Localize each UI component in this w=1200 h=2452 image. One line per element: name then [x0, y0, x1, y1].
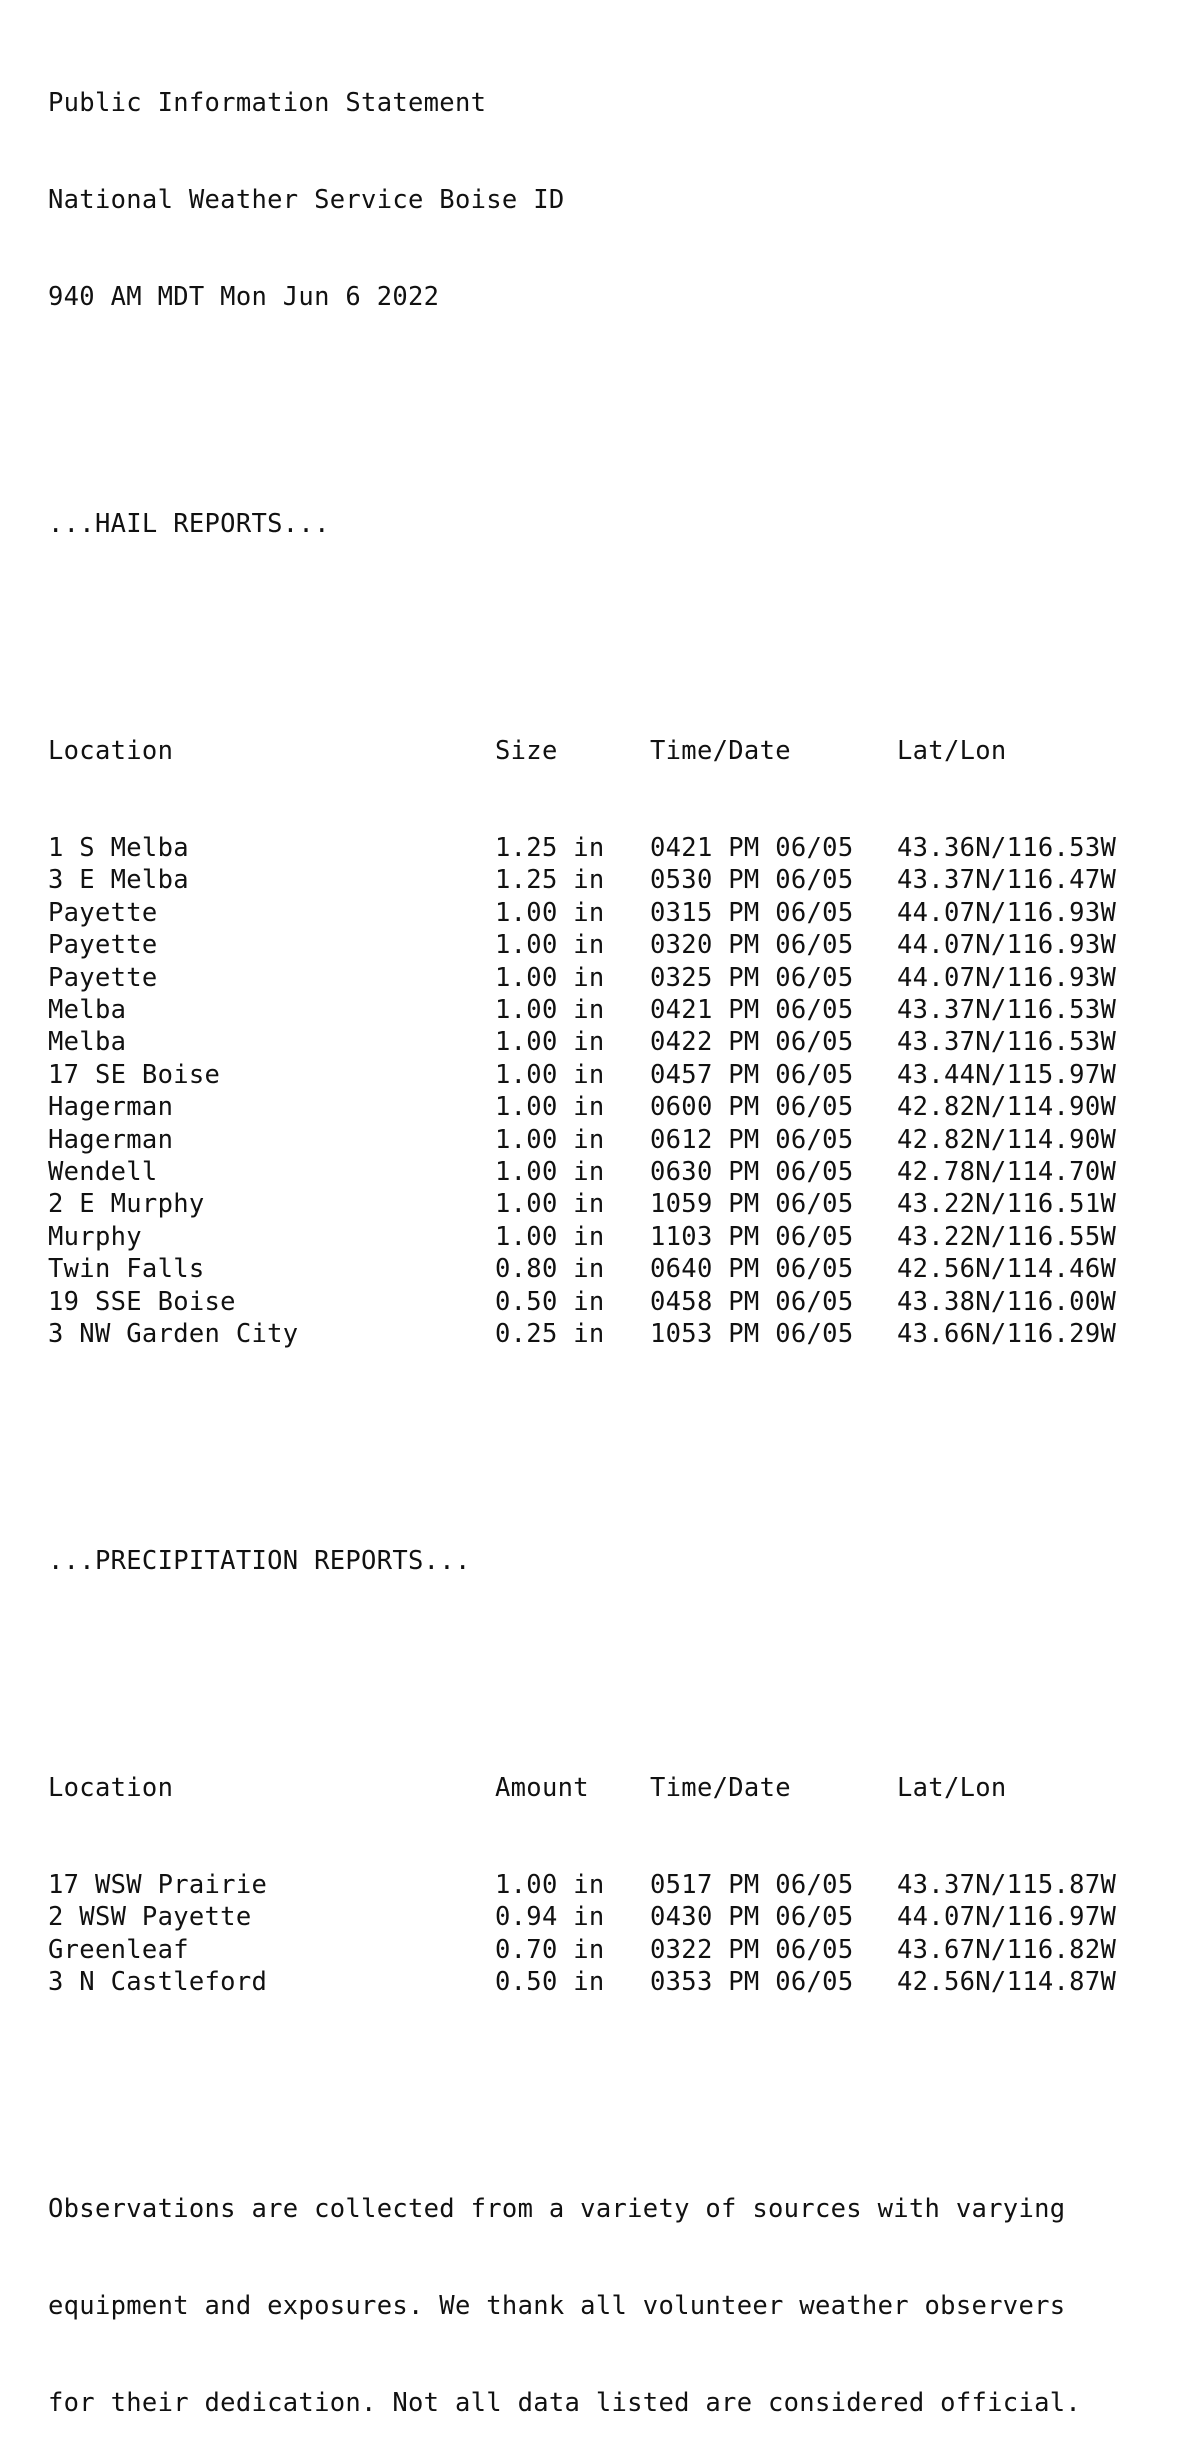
table-row [48, 1026, 1137, 1058]
cell-location: 17 WSW Prairie [48, 1869, 268, 1900]
cell-lat-lon: 42.78N/114.70W [897, 1156, 1117, 1187]
issuing-office: National Weather Service Boise ID [48, 185, 565, 216]
table-row [48, 1124, 1137, 1156]
cell-location: Twin Falls [48, 1254, 205, 1285]
footer-note-line: for their dedication. Not all data listed are considered official. [48, 2388, 1082, 2419]
cell-amount: 1.00 in [495, 995, 605, 1025]
table-row [48, 1221, 1137, 1253]
cell-amount: 1.25 in [495, 833, 605, 864]
cell-time-date: 0640 PM 06/05 [650, 1254, 854, 1285]
table-row [48, 1318, 1137, 1350]
cell-amount: 1.00 in [495, 1156, 605, 1187]
cell-amount: 1.00 in [495, 1189, 605, 1220]
cell-time-date: 1053 PM 06/05 [650, 1318, 854, 1349]
table-row [48, 1253, 1137, 1285]
cell-location: 3 NW Garden City [48, 1318, 299, 1349]
column-header-time-date: Time/Date [650, 1772, 791, 1803]
table-row [48, 962, 1137, 994]
cell-lat-lon: 44.07N/116.97W [897, 1902, 1117, 1933]
statement-document [48, 22, 1137, 2452]
hail-section-title: ...HAIL REPORTS... [48, 509, 330, 540]
cell-location: 3 N Castleford [48, 1966, 268, 1997]
cell-time-date: 0458 PM 06/05 [650, 1286, 854, 1317]
cell-time-date: 0517 PM 06/05 [650, 1869, 854, 1900]
cell-location: Hagerman [48, 1124, 174, 1155]
cell-amount: 0.25 in [495, 1318, 605, 1349]
spacer [48, 378, 1137, 410]
cell-lat-lon: 42.82N/114.90W [897, 1092, 1117, 1123]
cell-lat-lon: 43.36N/116.53W [897, 833, 1117, 864]
column-header-size: Size [495, 735, 558, 766]
table-row [48, 832, 1137, 864]
cell-lat-lon: 43.44N/115.97W [897, 1059, 1117, 1090]
footer-note-line: Observations are collected from a variety of sources with varying [48, 2193, 1066, 2224]
cell-amount: 0.50 in [495, 1286, 605, 1317]
cell-amount: 1.00 in [495, 1869, 605, 1900]
cell-time-date: 0421 PM 06/05 [650, 833, 854, 864]
cell-lat-lon: 43.67N/116.82W [897, 1934, 1117, 1965]
table-row [48, 897, 1137, 929]
cell-amount: 1.00 in [495, 1124, 605, 1155]
cell-location: Hagerman [48, 1092, 174, 1123]
cell-time-date: 0630 PM 06/05 [650, 1156, 854, 1187]
table-row [48, 1091, 1137, 1123]
cell-time-date: 0457 PM 06/05 [650, 1059, 854, 1090]
cell-location: Melba [48, 995, 127, 1025]
cell-location: Murphy [48, 1221, 142, 1252]
cell-amount: 1.00 in [495, 1027, 605, 1058]
table-row [48, 994, 1137, 1026]
table-row [48, 1901, 1137, 1933]
hail-table-header [48, 735, 1137, 767]
cell-lat-lon: 43.37N/116.53W [897, 995, 1117, 1025]
cell-location: 3 E Melba [48, 865, 189, 896]
cell-location: Payette [48, 930, 158, 961]
cell-time-date: 0322 PM 06/05 [650, 1934, 854, 1965]
cell-lat-lon: 42.56N/114.87W [897, 1966, 1117, 1997]
spacer [48, 1642, 1137, 1674]
table-row [48, 864, 1137, 896]
cell-lat-lon: 43.66N/116.29W [897, 1318, 1117, 1349]
cell-amount: 1.00 in [495, 897, 605, 928]
cell-time-date: 1059 PM 06/05 [650, 1189, 854, 1220]
cell-amount: 1.00 in [495, 1092, 605, 1123]
cell-lat-lon: 42.82N/114.90W [897, 1124, 1117, 1155]
cell-lat-lon: 44.07N/116.93W [897, 930, 1117, 961]
precip-table-body [48, 1869, 1137, 1999]
table-row [48, 1156, 1137, 1188]
cell-time-date: 0315 PM 06/05 [650, 897, 854, 928]
cell-time-date: 1103 PM 06/05 [650, 1221, 854, 1252]
cell-lat-lon: 42.56N/114.46W [897, 1254, 1117, 1285]
column-header-time-date: Time/Date [650, 735, 791, 766]
cell-amount: 1.00 in [495, 1221, 605, 1252]
cell-time-date: 0421 PM 06/05 [650, 995, 854, 1025]
cell-location: 2 E Murphy [48, 1189, 205, 1220]
cell-time-date: 0320 PM 06/05 [650, 930, 854, 961]
cell-amount: 0.94 in [495, 1902, 605, 1933]
cell-time-date: 0612 PM 06/05 [650, 1124, 854, 1155]
cell-time-date: 0325 PM 06/05 [650, 962, 854, 993]
statement-title: Public Information Statement [48, 87, 487, 118]
cell-amount: 1.00 in [495, 1059, 605, 1090]
cell-lat-lon: 43.37N/115.87W [897, 1869, 1117, 1900]
issue-time: 940 AM MDT Mon Jun 6 2022 [48, 282, 440, 313]
table-row [48, 929, 1137, 961]
cell-time-date: 0530 PM 06/05 [650, 865, 854, 896]
cell-location: 19 SSE Boise [48, 1286, 236, 1317]
cell-time-date: 0600 PM 06/05 [650, 1092, 854, 1123]
cell-lat-lon: 43.22N/116.51W [897, 1189, 1117, 1220]
cell-location: Melba [48, 1027, 127, 1058]
cell-time-date: 0430 PM 06/05 [650, 1902, 854, 1933]
column-header-location: Location [48, 735, 174, 766]
cell-lat-lon: 43.37N/116.47W [897, 865, 1117, 896]
table-row [48, 1869, 1137, 1901]
precip-table-header [48, 1772, 1137, 1804]
cell-lat-lon: 44.07N/116.93W [897, 962, 1117, 993]
cell-lat-lon: 43.38N/116.00W [897, 1286, 1117, 1317]
cell-lat-lon: 43.22N/116.55W [897, 1221, 1117, 1252]
column-header-location: Location [48, 1772, 174, 1803]
footer-note-line: equipment and exposures. We thank all volunteer weather observers [48, 2290, 1066, 2321]
column-header-lat-lon: Lat/Lon [897, 735, 1007, 766]
column-header-amount: Amount [495, 1772, 589, 1803]
cell-lat-lon: 43.37N/116.53W [897, 1027, 1117, 1058]
cell-location: 17 SE Boise [48, 1059, 221, 1090]
cell-amount: 1.00 in [495, 930, 605, 961]
cell-location: Greenleaf [48, 1934, 189, 1965]
cell-amount: 0.70 in [495, 1934, 605, 1965]
cell-lat-lon: 44.07N/116.93W [897, 897, 1117, 928]
cell-time-date: 0353 PM 06/05 [650, 1966, 854, 1997]
table-row [48, 1188, 1137, 1220]
precip-section-title: ...PRECIPITATION REPORTS... [48, 1545, 471, 1576]
cell-amount: 1.00 in [495, 962, 605, 993]
column-header-lat-lon: Lat/Lon [897, 1772, 1007, 1803]
spacer [48, 605, 1137, 637]
table-row [48, 1286, 1137, 1318]
cell-location: Wendell [48, 1156, 158, 1187]
table-row [48, 1966, 1137, 1998]
hail-table-body [48, 832, 1137, 1350]
cell-location: 1 S Melba [48, 833, 189, 864]
cell-location: 2 WSW Payette [48, 1902, 252, 1933]
cell-amount: 0.50 in [495, 1966, 605, 1997]
cell-time-date: 0422 PM 06/05 [650, 1027, 854, 1058]
cell-location: Payette [48, 897, 158, 928]
cell-amount: 0.80 in [495, 1254, 605, 1285]
table-row [48, 1934, 1137, 1966]
cell-amount: 1.25 in [495, 865, 605, 896]
cell-location: Payette [48, 962, 158, 993]
table-row [48, 1059, 1137, 1091]
spacer [48, 1415, 1137, 1447]
spacer [48, 2063, 1137, 2095]
